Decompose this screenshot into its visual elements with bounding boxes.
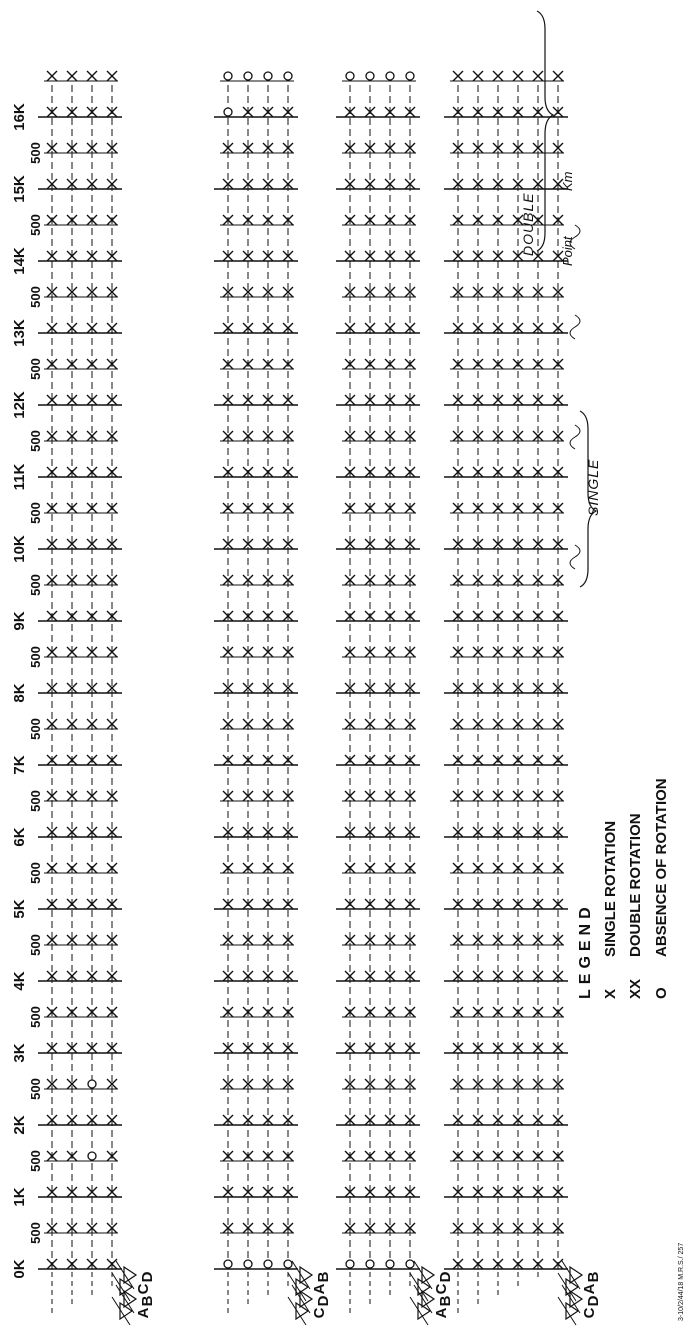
group-letter: D — [139, 1271, 156, 1283]
absence-mark — [244, 1260, 252, 1268]
group-letter: B — [315, 1271, 332, 1283]
km-label: 11K — [11, 463, 28, 491]
absence-mark — [366, 72, 374, 80]
legend-single-text: SINGLE ROTATION — [602, 820, 619, 957]
absence-mark — [88, 1080, 96, 1088]
km-label: 9K — [11, 611, 28, 631]
group-letter: C — [433, 1283, 450, 1295]
legend-single-symbol: X — [602, 988, 619, 999]
absence-mark — [224, 72, 232, 80]
km-label: 7K — [11, 755, 28, 775]
group-letter: A — [433, 1307, 450, 1319]
half-km-label: 500 — [28, 646, 43, 668]
legend-double-symbol: XX — [627, 978, 644, 999]
absence-mark — [386, 72, 394, 80]
km-label: 12K — [11, 391, 28, 419]
group-letter: B — [139, 1295, 156, 1307]
absence-mark — [406, 72, 414, 80]
half-km-label: 500 — [28, 934, 43, 956]
half-km-label: 500 — [28, 1150, 43, 1172]
group-letter: B — [585, 1271, 602, 1283]
km-label: 3K — [11, 1043, 28, 1063]
half-km-label: 500 — [28, 1222, 43, 1244]
half-km-label: 500 — [28, 358, 43, 380]
half-km-label: 500 — [28, 502, 43, 524]
legend-absence-symbol: O — [653, 987, 670, 999]
km-label: 6K — [11, 827, 28, 847]
half-km-label: 500 — [28, 286, 43, 308]
km-label: 2K — [11, 1115, 28, 1135]
km-label: 14K — [11, 247, 28, 275]
km-label: 0K — [11, 1259, 28, 1279]
absence-mark — [244, 72, 252, 80]
absence-mark — [88, 1152, 96, 1160]
km-label: 5K — [11, 899, 28, 919]
km-label: 16K — [11, 103, 28, 131]
km-label: 4K — [11, 971, 28, 991]
absence-mark — [224, 1260, 232, 1268]
km-label: Km — [560, 171, 575, 191]
absence-mark — [346, 1260, 354, 1268]
group-letter: C — [581, 1307, 598, 1319]
km-label: 1K — [11, 1187, 28, 1207]
absence-mark — [406, 1260, 414, 1268]
half-km-label: 500 — [28, 142, 43, 164]
half-km-label: 500 — [28, 574, 43, 596]
group-letter: A — [581, 1283, 598, 1295]
half-km-label: 500 — [28, 790, 43, 812]
half-km-label: 500 — [28, 430, 43, 452]
legend-absence-text: ABSENCE OF ROTATION — [653, 778, 670, 957]
half-km-label: 500 — [28, 718, 43, 740]
half-km-label: 500 — [28, 214, 43, 236]
single-label: SINGLE — [585, 458, 601, 516]
km-label: 13K — [11, 319, 28, 347]
absence-mark — [224, 108, 232, 116]
half-km-label: 500 — [28, 1078, 43, 1100]
group-letter: C — [311, 1307, 328, 1319]
group-letter: D — [437, 1271, 454, 1283]
half-km-label: 500 — [28, 862, 43, 884]
group-letter: A — [135, 1307, 152, 1319]
km-label: 8K — [11, 683, 28, 703]
group-letter: D — [315, 1295, 332, 1307]
legend-double-text: DOUBLE ROTATION — [627, 813, 644, 957]
double-label: DOUBLE — [520, 192, 536, 256]
half-km-label: 500 — [28, 1006, 43, 1028]
group-letter: B — [437, 1295, 454, 1307]
km-label: 15K — [11, 175, 28, 203]
footer-code: 3-10/2/44/18 M.R.S./ 257 — [678, 1242, 685, 1321]
absence-mark — [386, 1260, 394, 1268]
absence-mark — [284, 72, 292, 80]
absence-mark — [366, 1260, 374, 1268]
absence-mark — [264, 72, 272, 80]
group-letter: C — [135, 1283, 152, 1295]
absence-mark — [264, 1260, 272, 1268]
legend-title: LEGEND — [577, 902, 594, 999]
absence-mark — [284, 1260, 292, 1268]
group-letter: A — [311, 1283, 328, 1295]
absence-mark — [346, 72, 354, 80]
point-label: Point — [560, 236, 575, 266]
group-letter: D — [585, 1295, 602, 1307]
km-label: 10K — [11, 535, 28, 563]
